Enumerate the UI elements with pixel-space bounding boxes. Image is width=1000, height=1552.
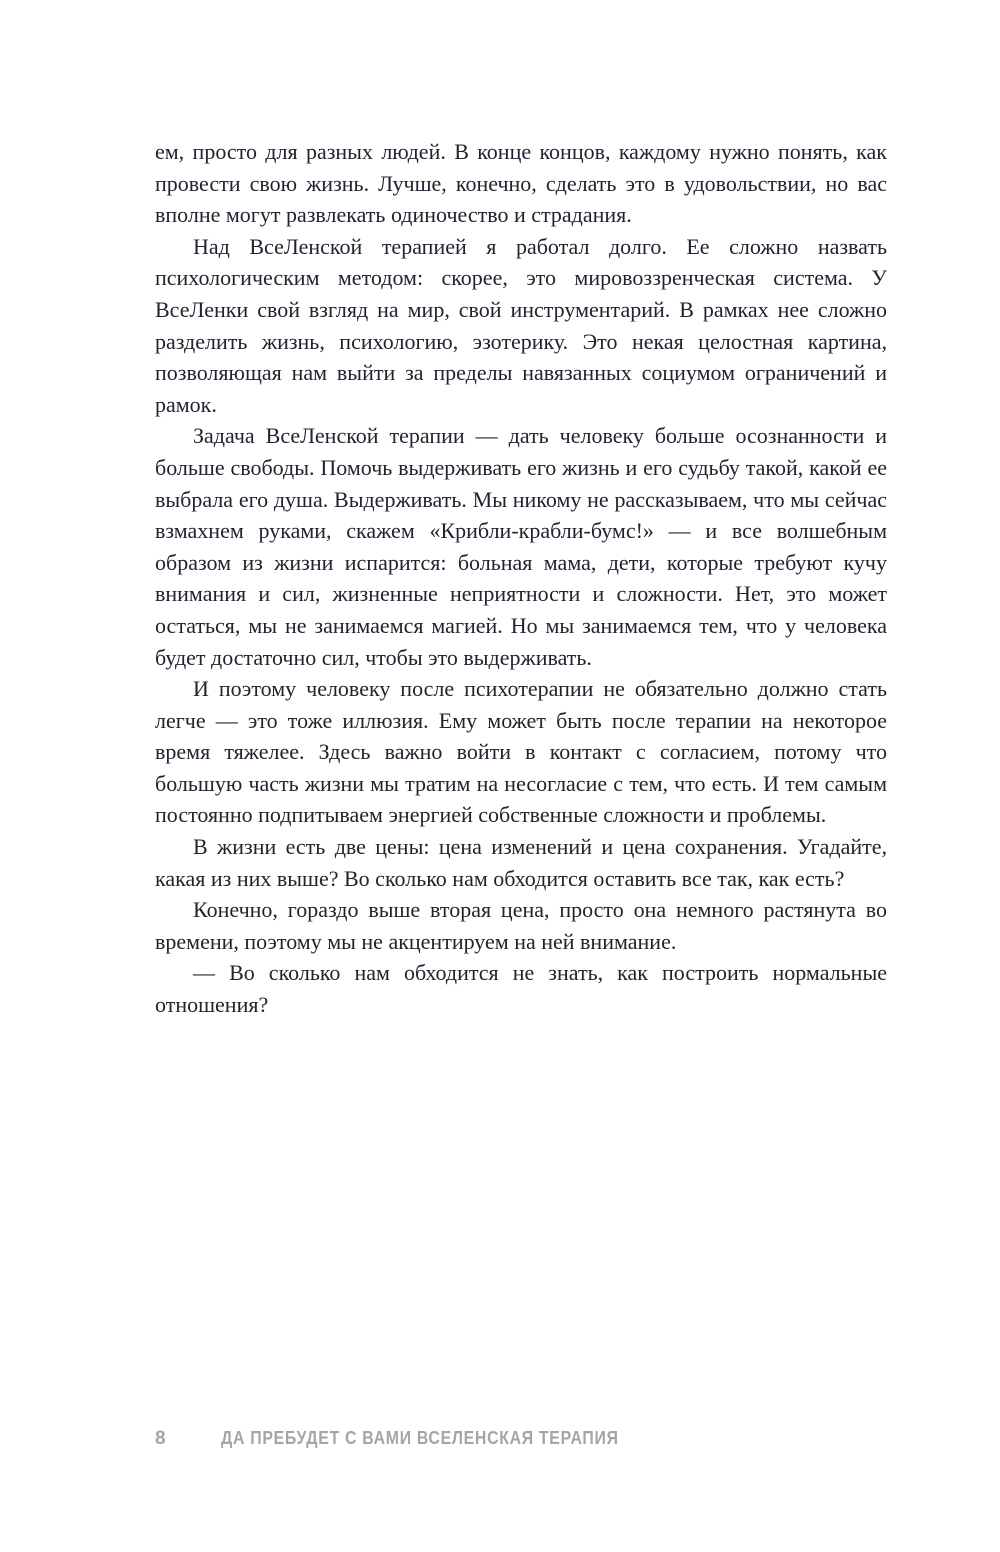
paragraph: В жизни есть две цены: цена изменений и цена сохранения. Угадайте, какая из них выше? Во сколько нам обходится оставить все так, как есть?	[155, 834, 887, 891]
body-text-block	[155, 136, 887, 1021]
page-footer	[155, 1428, 887, 1450]
paragraph: Над ВсеЛенской терапией я работал долго. Ее сложно назвать психологическим методом: скорее, это мировоззренческая система. У ВсеЛенки свой взгляд на мир, свой инструментарий. В рамках нее сложно разделить жизнь, психологию, эзотерику. Это некая целостная картина, позволяющая нам выйти за пределы навязанных социумом ограничений и рамок.	[155, 233, 887, 417]
paragraph: Конечно, гораздо выше вторая цена, просто она немного растянута во времени, поэтому мы не акцентируем на ней внимание.	[155, 897, 887, 954]
page-number: 8	[155, 1428, 167, 1449]
paragraph: Задача ВсеЛенской терапии — дать человеку больше осознанности и больше свободы. Помочь выдерживать его жизнь и его судьбу такой, какой ее выбрала его душа. Выдерживать. Мы никому не рассказываем, что мы сейчас взмахнем руками, скажем «Крибли-крабли-бумс!» — и все волшебным образом из жизни испарится: больная мама, дети, которые требуют кучу внимания и сил, жизненные неприятности и сложности. Нет, это может остаться, мы не занимаемся магией. Но мы занимаемся тем, что у человека будет достаточно сил, чтобы это выдерживать.	[155, 423, 887, 670]
paragraph: И поэтому человеку после психотерапии не обязательно должно стать легче — это тоже иллюзия. Ему может быть после терапии на некоторое время тяжелее. Здесь важно войти в контакт с согласием, потому что большую часть жизни мы тратим на несогласие с тем, что есть. И тем самым постоянно подпитываем энергией собственные сложности и проблемы.	[155, 676, 887, 828]
running-title: ДА ПРЕБУДЕТ С ВАМИ ВСЕЛЕНСКАЯ ТЕРАПИЯ	[221, 1428, 619, 1448]
paragraph: — Во сколько нам обходится не знать, как построить нормальные отношения?	[155, 960, 887, 1018]
paragraph: ем, просто для разных людей. В конце концов, каждому нужно понять, как провести свою жизнь. Лучше, конечно, сделать это в удовольствии, но вас вполне могут развлекать одиночество и страдания.	[155, 139, 887, 228]
